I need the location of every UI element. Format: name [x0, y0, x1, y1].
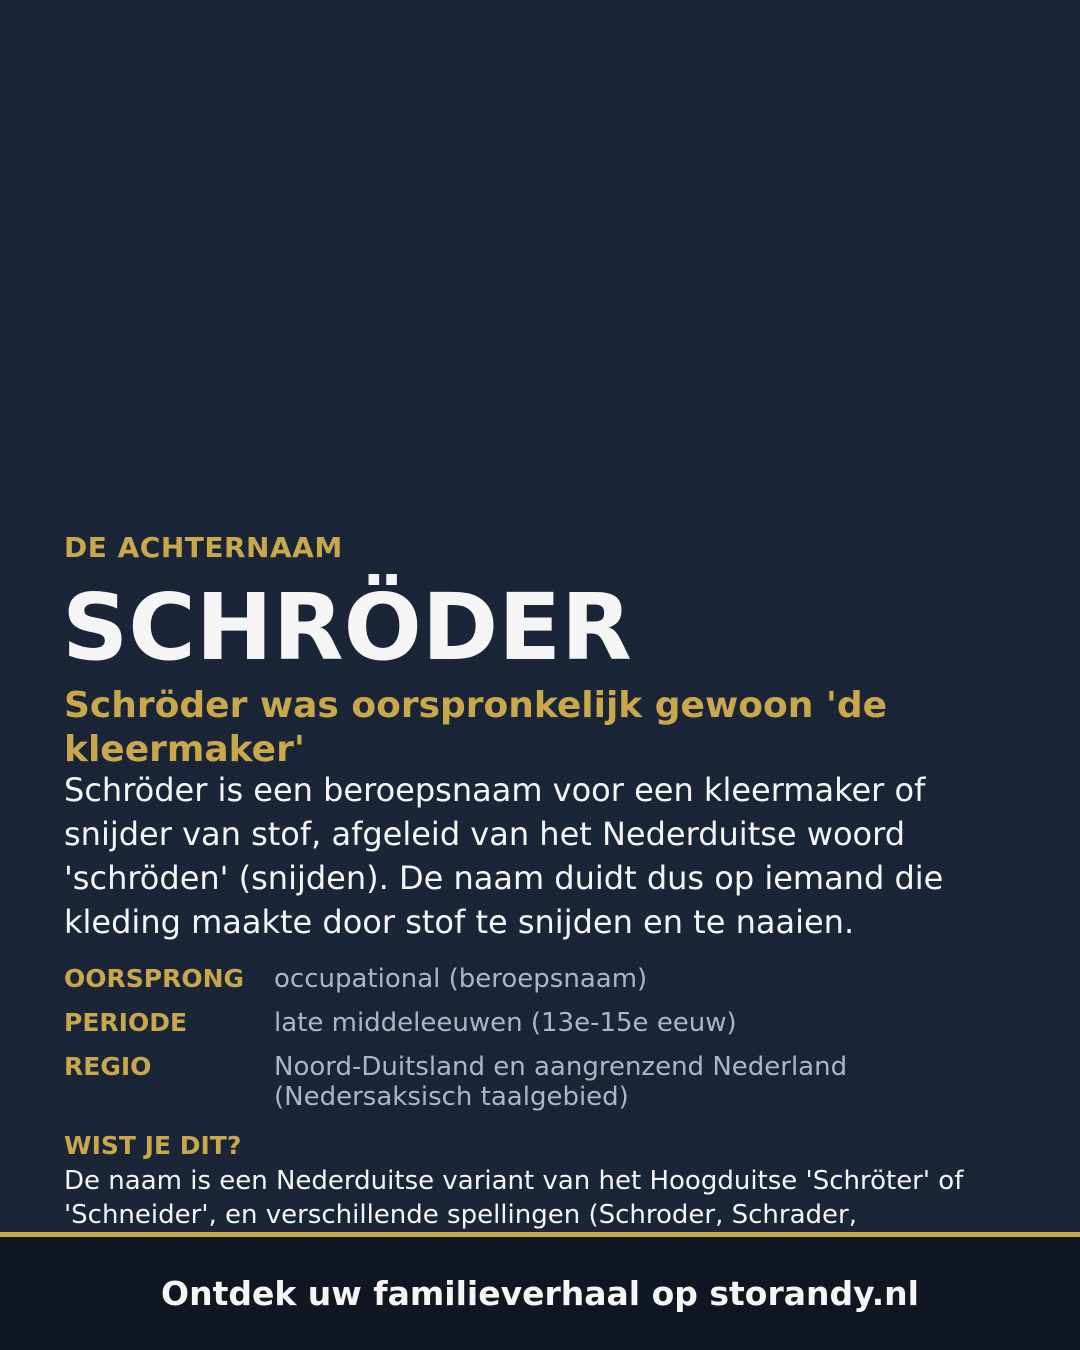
surname-title: SCHRÖDER — [62, 574, 632, 681]
did-you-know-title: WIST JE DIT? — [64, 1131, 242, 1160]
footer-banner — [0, 1232, 1080, 1350]
fact-label: OORSPRONG — [64, 964, 245, 993]
did-you-know-text: De naam is een Nederduitse variant van het Hoogduitse 'Schröter' of 'Schneider', en verschillende spellingen (Schroder, Schrader, — [64, 1166, 964, 1230]
fact-row-origin — [64, 964, 1016, 994]
headline: Schröder was oorspronkelijk gewoon 'de kleermaker' — [64, 685, 888, 770]
description-text: Schröder is een beroepsnaam voor een kleermaker of snijder van stof, afgeleid van het Nederduitse woord 'schröden' (snijden). De naam duidt dus op iemand die kleding maakte door stof te snijden en te naaien. — [64, 771, 944, 941]
fact-value: occupational (beroepsnaam) — [274, 964, 648, 994]
facts-list — [64, 964, 1016, 1126]
fact-label: PERIODE — [64, 1008, 188, 1037]
fact-label: REGIO — [64, 1052, 152, 1081]
fact-row-region — [64, 1052, 1016, 1112]
footer-cta-link[interactable]: Ontdek uw familieverhaal op storandy.nl — [161, 1274, 919, 1313]
fact-value: late middeleeuwen (13e-15e eeuw) — [274, 1008, 737, 1038]
fact-value: Noord-Duitsland en aangrenzend Nederland (Nedersaksisch taalgebied) — [274, 1052, 848, 1112]
fact-row-period — [64, 1008, 1016, 1038]
eyebrow-label: DE ACHTERNAAM — [64, 531, 343, 564]
